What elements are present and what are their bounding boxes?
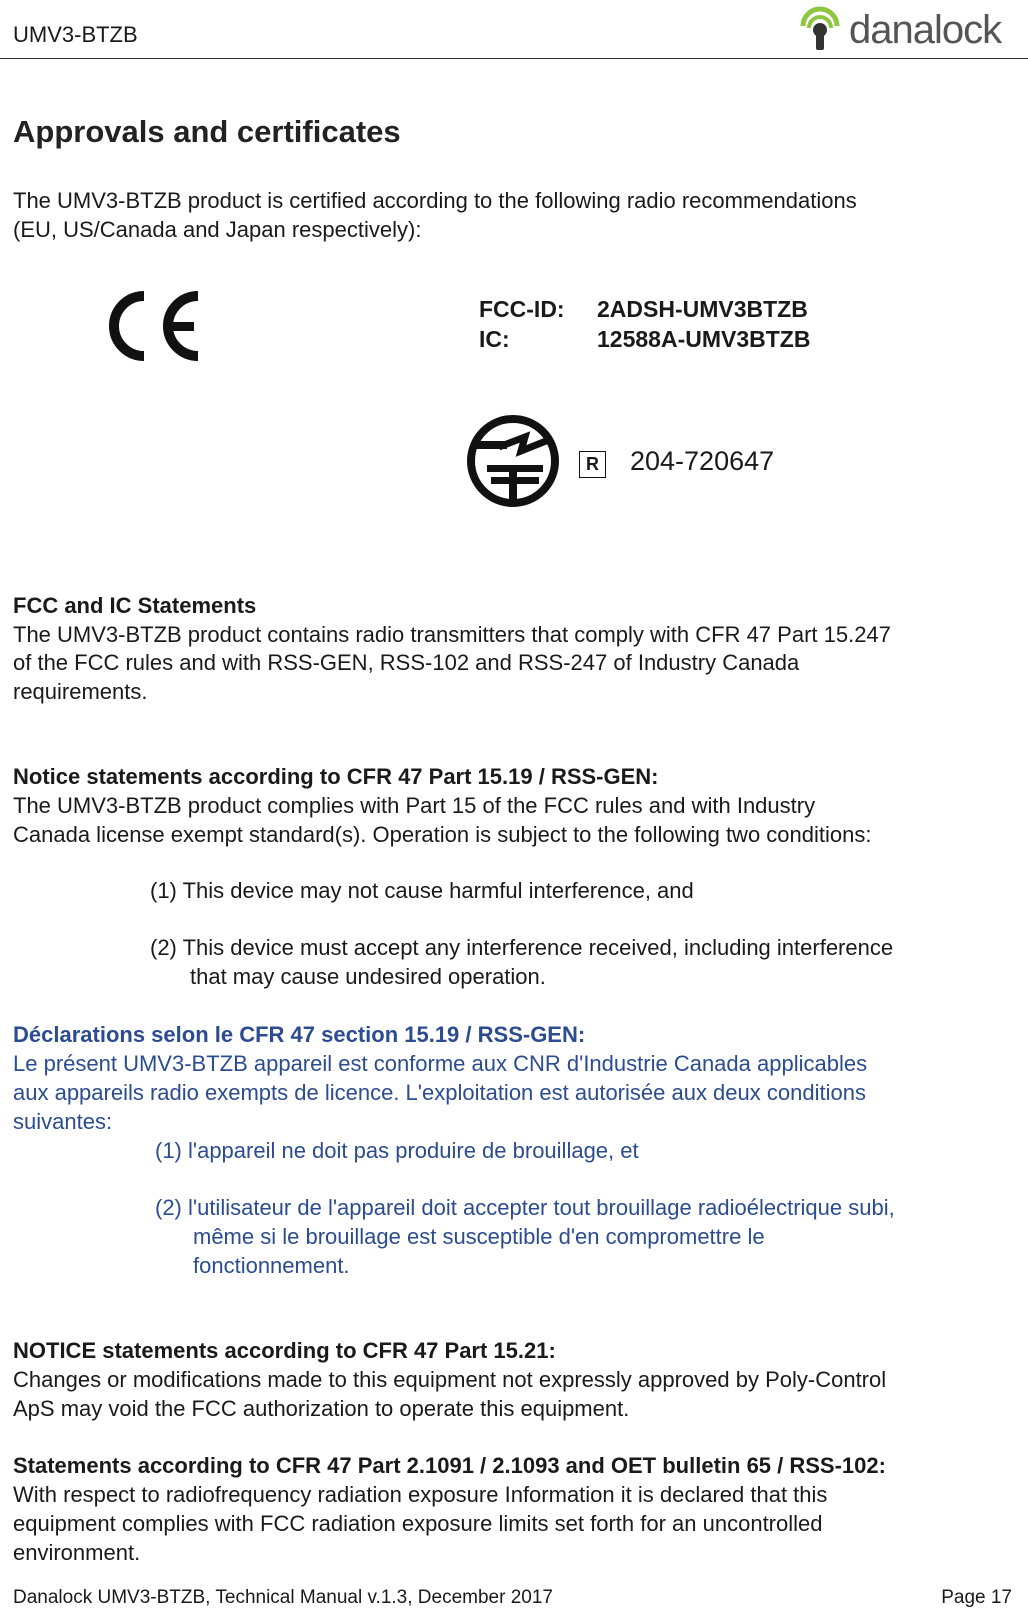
declarations-condition-2-cont: même si le brouillage est susceptible d'en compromettre le (193, 1224, 765, 1249)
intro-line-1: The UMV3-BTZB product is certified according to the following radio recommendations (13, 188, 857, 213)
fcc-id-value: 2ADSH-UMV3BTZB (597, 296, 808, 322)
page-title: Approvals and certificates (13, 114, 401, 149)
fcc-ic-line-2: of the FCC rules and with RSS-GEN, RSS-102 and RSS-247 of Industry Canada (13, 650, 800, 675)
fcc-ic-line-3: requirements. (13, 679, 148, 704)
brand-wordmark: danalock (849, 8, 1002, 52)
notice-1519-line-2: Canada license exempt standard(s). Operation is subject to the following two conditions: (13, 822, 872, 847)
notice-1519-condition-2-cont: that may cause undesired operation. (190, 964, 546, 989)
rf-exposure-heading: Statements according to CFR 47 Part 2.1091 / 2.1093 and OET bulletin 65 / RSS-102: (13, 1453, 886, 1478)
intro-line-2: (EU, US/Canada and Japan respectively): (13, 217, 422, 242)
ce-mark (100, 288, 204, 369)
ic-label: IC: (479, 326, 510, 352)
declarations-condition-2-end: fonctionnement. (193, 1253, 350, 1278)
fcc-ic-line-1: The UMV3-BTZB product contains radio transmitters that comply with CFR 47 Part 15.247 (13, 622, 891, 647)
lock-signal-icon (795, 2, 845, 56)
notice-1521-heading: NOTICE statements according to CFR 47 Part 15.21: (13, 1338, 556, 1363)
rf-exposure-line-1: With respect to radiofrequency radiation exposure Information it is declared that this (13, 1482, 828, 1507)
declarations-condition-2: (2) l'utilisateur de l'appareil doit accepter tout brouillage radioélectrique subi, (155, 1195, 895, 1220)
ic-value: 12588A-UMV3BTZB (597, 326, 811, 352)
registered-badge: R (579, 451, 606, 478)
notice-1519-condition-1: (1) This device may not cause harmful interference, and (150, 878, 694, 903)
document-code: UMV3-BTZB (13, 22, 138, 47)
danalock-logo (795, 2, 1017, 56)
header-divider (0, 58, 1028, 59)
footer-document-info: Danalock UMV3-BTZB, Technical Manual v.1.3, December 2017 (13, 1587, 553, 1608)
fcc-ic-heading: FCC and IC Statements (13, 593, 257, 618)
declarations-line-1: Le présent UMV3-BTZB appareil est conforme aux CNR d'Industrie Canada applicables (13, 1051, 868, 1076)
footer-page-number: Page 17 (941, 1587, 1012, 1608)
notice-1519-line-1: The UMV3-BTZB product complies with Part 15 of the FCC rules and with Industry (13, 793, 816, 818)
notice-1519-condition-2: (2) This device must accept any interference received, including interference (150, 935, 894, 960)
ce-mark-icon (100, 288, 204, 364)
telec-mark (465, 413, 561, 514)
notice-1521-line-1: Changes or modifications made to this equipment not expressly approved by Poly-Control (13, 1367, 887, 1392)
declarations-condition-1: (1) l'appareil ne doit pas produire de brouillage, et (155, 1138, 639, 1163)
declarations-line-3: suivantes: (13, 1109, 113, 1134)
japan-cert-number: 204-720647 (630, 446, 775, 476)
declarations-heading: Déclarations selon le CFR 47 section 15.19 / RSS-GEN: (13, 1022, 586, 1047)
fcc-id-label: FCC-ID: (479, 296, 565, 322)
rf-exposure-line-3: environment. (13, 1540, 141, 1565)
declarations-line-2: aux appareils radio exempts de licence. L'exploitation est autorisée aux deux conditions (13, 1080, 866, 1105)
rf-exposure-line-2: equipment complies with FCC radiation exposure limits set forth for an uncontrolled (13, 1511, 823, 1536)
notice-1519-heading: Notice statements according to CFR 47 Part 15.19 / RSS-GEN: (13, 764, 659, 789)
telec-giteki-icon (465, 413, 561, 509)
notice-1521-line-2: ApS may void the FCC authorization to operate this equipment. (13, 1396, 630, 1421)
